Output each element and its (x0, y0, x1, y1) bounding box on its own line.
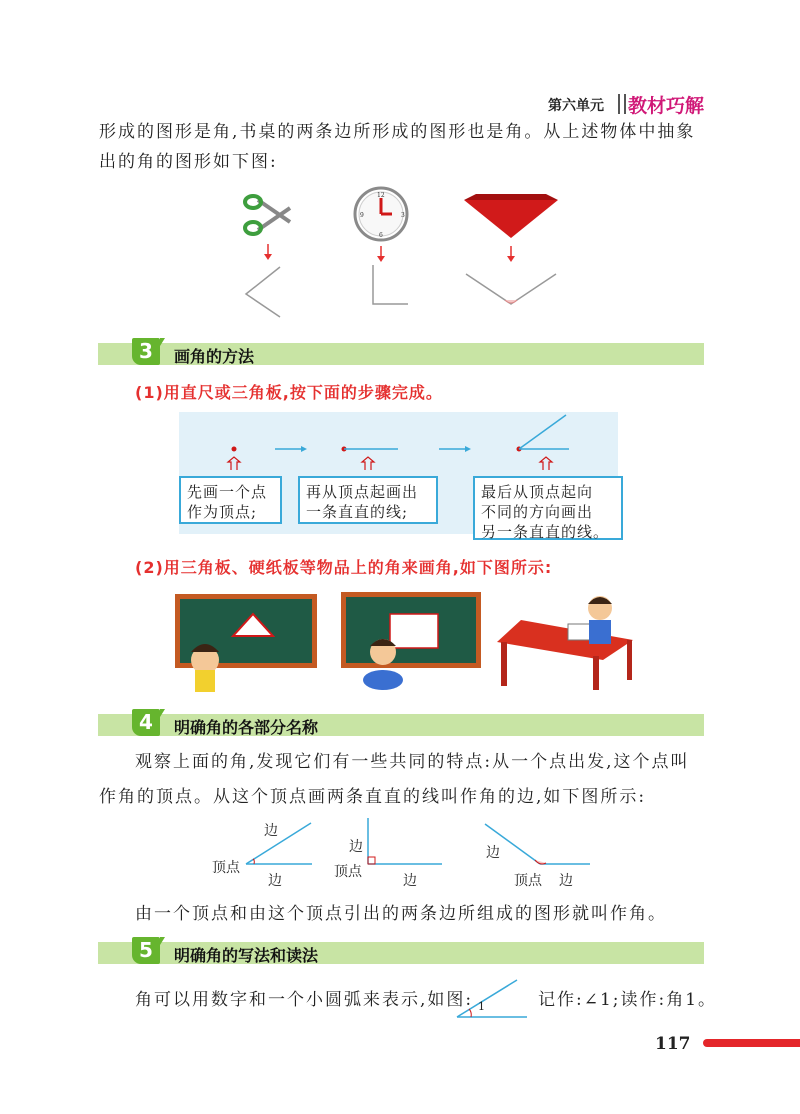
section-3-title: 画角的方法 (174, 347, 255, 366)
section-5-title: 明确角的写法和读法 (174, 946, 319, 965)
svg-text:9: 9 (360, 212, 364, 219)
header-divider (618, 94, 626, 114)
header-title: 教材巧解 (628, 95, 705, 117)
step-box-2: 再从顶点起画出 一条直直的线; (298, 476, 438, 524)
section-5-number: 5 (132, 937, 160, 964)
svg-text:6: 6 (379, 232, 383, 239)
step2-heading: (2)用三角板、硬纸板等物品上的角来画角,如下图所示: (135, 558, 553, 577)
unit-label: 第六单元 (548, 98, 604, 114)
chalkboard-2 (341, 592, 481, 690)
label-side-2a: 边 (349, 839, 363, 855)
svg-text:3: 3 (401, 212, 405, 219)
label-side-1a: 边 (264, 823, 278, 839)
step-box-3: 最后从顶点起向 不同的方向画出 另一条直直的线。 (473, 476, 623, 540)
section-4-para-1: 观察上面的角,发现它们有一些共同的特点:从一个点出发,这个点叫 (135, 752, 690, 772)
label-side-1b: 边 (268, 873, 282, 889)
clock-icon (355, 188, 407, 240)
section-4-para-2: 作角的顶点。从这个顶点画两条直直的线叫作角的边,如下图所示: (99, 787, 647, 807)
object-angle-figure (236, 180, 566, 320)
section-5-text-before: 角可以用数字和一个小圆弧来表示,如图: (135, 990, 474, 1010)
red-scarf-icon (464, 194, 558, 238)
section-3-number: 3 (132, 338, 160, 365)
label-vertex-1: 顶点 (212, 860, 240, 876)
angle-1-figure (455, 976, 531, 1022)
steps-diagram (179, 412, 618, 472)
angle-1-mark: 1 (478, 1000, 485, 1013)
label-vertex-2: 顶点 (334, 864, 362, 880)
section-5-text-after: 记作:∠1;读作:角1。 (538, 990, 718, 1010)
label-side-3a: 边 (486, 845, 500, 861)
angle-definition: 由一个顶点和由这个顶点引出的两条边所组成的图形就叫作角。 (135, 904, 667, 924)
chalkboard-1 (175, 594, 317, 692)
step-box-1: 先画一个点 作为顶点; (179, 476, 282, 524)
scissors-icon (245, 196, 290, 234)
label-side-3b: 边 (559, 873, 573, 889)
page-number-bar (703, 1039, 800, 1047)
label-vertex-3: 顶点 (514, 873, 542, 889)
svg-text:12: 12 (377, 192, 385, 199)
intro-line-1: 形成的图形是角,书桌的两条边所形成的图形也是角。从上述物体中抽象 (99, 122, 696, 142)
table-with-boy (497, 596, 633, 690)
section-4-title: 明确角的各部分名称 (174, 718, 319, 737)
intro-line-2: 出的角的图形如下图: (99, 152, 278, 172)
section-4-number: 4 (132, 709, 160, 736)
step1-heading: (1)用直尺或三角板,按下面的步骤完成。 (135, 383, 443, 402)
page-number: 117 (655, 1034, 691, 1054)
label-side-2b: 边 (403, 873, 417, 889)
drawing-illustration (175, 590, 635, 692)
